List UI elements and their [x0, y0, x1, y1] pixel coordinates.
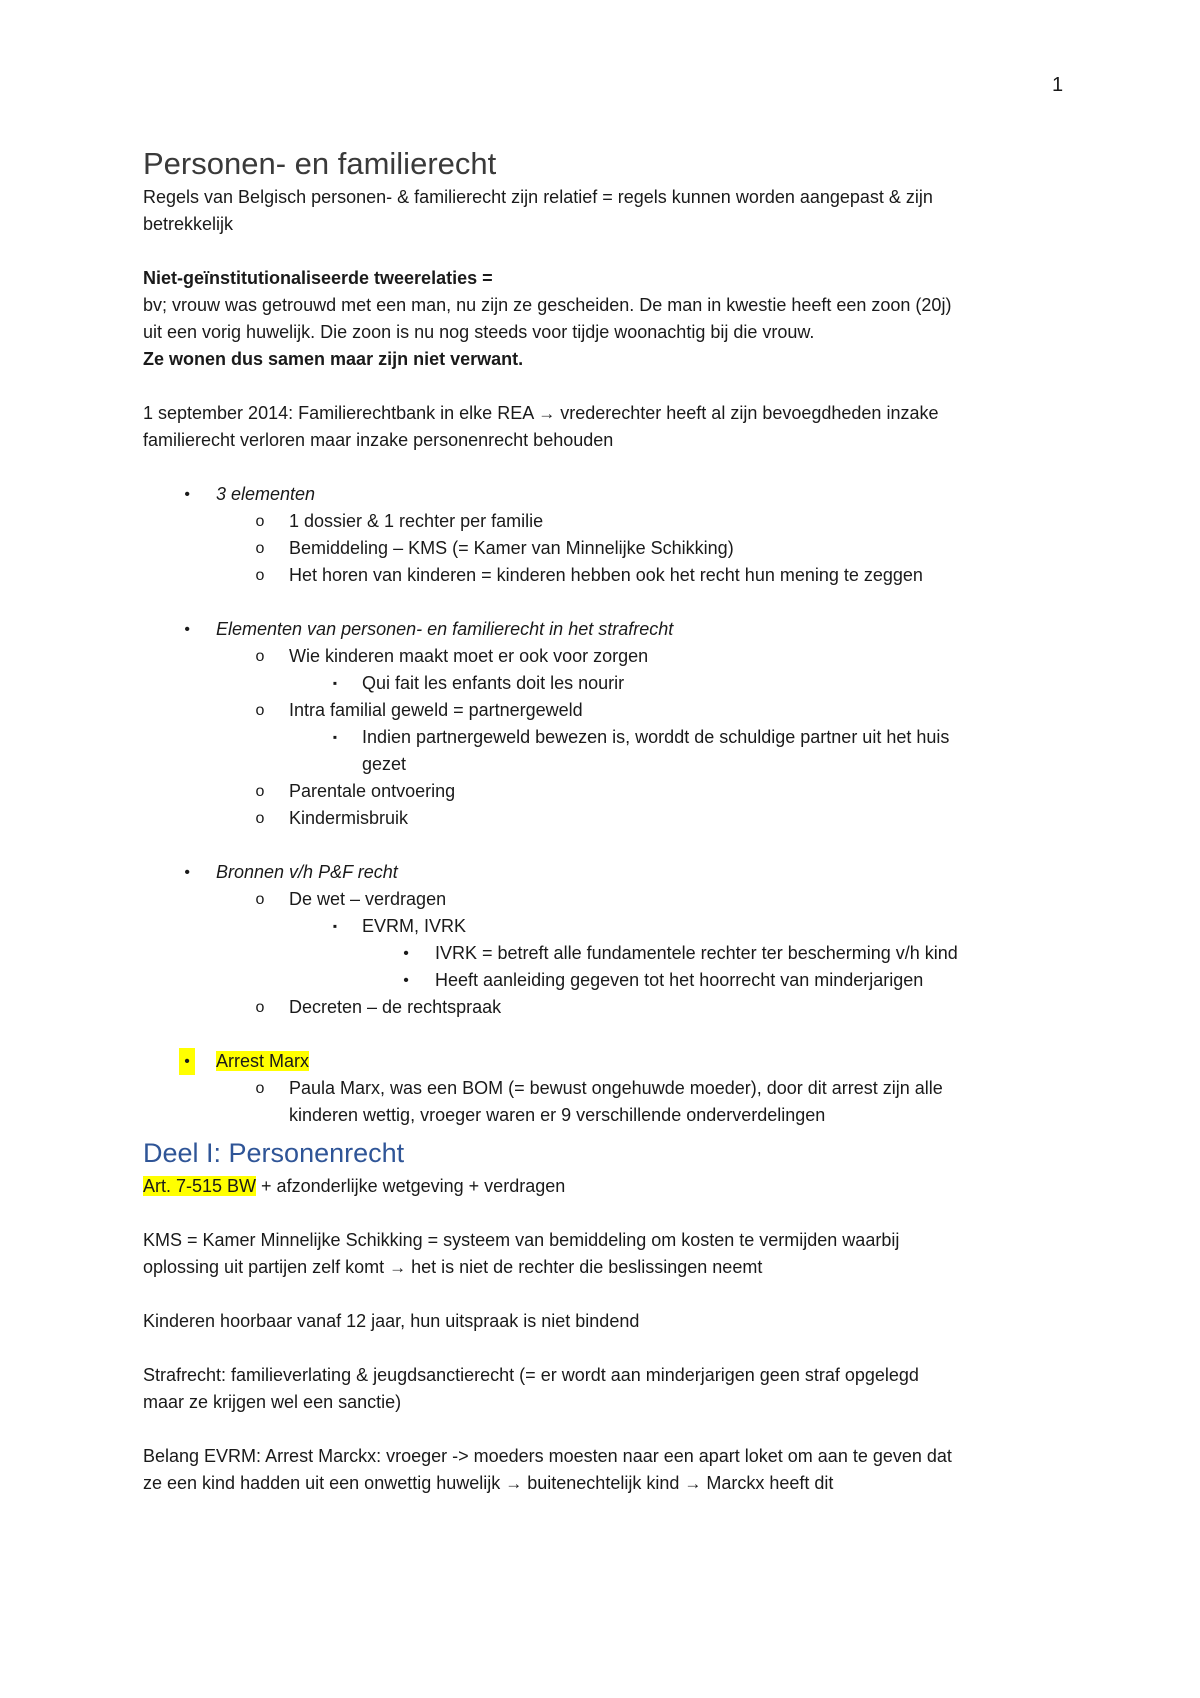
strafrecht-line: Strafrecht: familieverlating & jeugdsanctierecht (= er wordt aan minderjarigen geen straf opgelegd: [143, 1365, 919, 1385]
list-item-text: Paula Marx, was een BOM (= bewust ongehuwde moeder), door dit arrest zijn alle: [289, 1078, 943, 1098]
circle-bullet-icon: o: [255, 1080, 265, 1097]
belang-line-2: [143, 1470, 1063, 1497]
circle-bullet-icon: o: [255, 783, 265, 800]
september-line-2: familierecht verloren maar inzake personenrecht behouden: [143, 430, 614, 450]
list-subsubitem: [143, 967, 1063, 994]
list-subitem-text: Indien partnergeweld bewezen is, worddt de schuldige partner uit het huis: [362, 727, 950, 747]
kinderen-line: Kinderen hoorbaar vanaf 12 jaar, hun uitspraak is niet bindend: [143, 1311, 640, 1331]
square-bullet-icon: ▪: [332, 919, 338, 933]
list-subitem: [143, 670, 1063, 697]
list-item-text: Decreten – de rechtspraak: [289, 997, 502, 1017]
circle-bullet-icon: o: [255, 513, 265, 530]
section-3-elementen: [143, 481, 1063, 508]
list-item: [143, 1075, 1063, 1102]
kms-line-2: [143, 1254, 1063, 1281]
circle-bullet-icon: o: [255, 810, 265, 827]
circle-bullet-icon: o: [255, 567, 265, 584]
list-item: [143, 778, 1063, 805]
intro-line: Regels van Belgisch personen- & familierecht zijn relatief = regels kunnen worden aangepast & zijn: [143, 187, 933, 207]
list-item: [143, 805, 1063, 832]
square-bullet-icon: ▪: [332, 730, 338, 744]
list-item-continuation: kinderen wettig, vroeger waren er 9 verschillende onderverdelingen: [289, 1105, 826, 1125]
list-subsubitem-text: Heeft aanleiding gegeven tot het hoorrecht van minderjarigen: [435, 970, 924, 990]
september-line: [143, 400, 1063, 427]
kms-text-a: oplossing uit partijen zelf komt: [143, 1257, 390, 1277]
niet-text-line: uit een vorig huwelijk. Die zoon is nu nog steeds voor tijdje woonachtig bij die vrouw.: [143, 322, 815, 342]
belang-text-c: Marckx heeft dit: [701, 1473, 834, 1493]
document-body: [143, 146, 1063, 1497]
square-bullet-icon: ▪: [332, 676, 338, 690]
bullet-icon: •: [184, 621, 190, 638]
belang-line: Belang EVRM: Arrest Marckx: vroeger -> moeders moesten naar een apart loket om aan te geven dat: [143, 1446, 952, 1466]
belang-text-a: ze een kind hadden uit een onwettig huwelijk: [143, 1473, 506, 1493]
page-number: 1: [1052, 74, 1064, 96]
document-title: Personen- en familierecht: [143, 146, 497, 181]
bullet-icon: •: [403, 945, 409, 962]
kms-line: KMS = Kamer Minnelijke Schikking = systeem van bemiddeling om kosten te vermijden waarbij: [143, 1230, 900, 1250]
list-subitem: [143, 913, 1063, 940]
section-title-highlighted: Arrest Marx: [216, 1051, 310, 1071]
intro-line: betrekkelijk: [143, 214, 234, 234]
list-item-text: Kindermisbruik: [289, 808, 409, 828]
list-item: [143, 535, 1063, 562]
niet-heading: Niet-geïnstitutionaliseerde tweerelaties =: [143, 268, 493, 288]
arrow-icon: →: [538, 404, 556, 423]
niet-conclusion: Ze wonen dus samen maar zijn niet verwant.: [143, 349, 524, 369]
list-subitem-continuation: gezet: [362, 754, 407, 774]
list-item: [143, 508, 1063, 535]
arrow-icon: →: [505, 1474, 523, 1493]
bullet-icon: •: [179, 1048, 195, 1075]
list-item-text: De wet – verdragen: [289, 889, 447, 909]
list-subsubitem-text: IVRK = betreft alle fundamentele rechter ter bescherming v/h kind: [435, 943, 958, 963]
list-item-text: Intra familial geweld = partnergeweld: [289, 700, 583, 720]
circle-bullet-icon: o: [255, 540, 265, 557]
section-bronnen: [143, 859, 1063, 886]
list-item: [143, 994, 1063, 1021]
circle-bullet-icon: o: [255, 648, 265, 665]
section-title: Bronnen v/h P&F recht: [216, 862, 398, 882]
deel-heading: Deel I: Personenrecht: [143, 1138, 405, 1168]
list-item-text: Bemiddeling – KMS (= Kamer van Minnelijke Schikking): [289, 538, 734, 558]
strafrecht-line-2: maar ze krijgen wel een sanctie): [143, 1392, 402, 1412]
list-item: [143, 886, 1063, 913]
list-item: [143, 643, 1063, 670]
september-text-b: vrederechter heeft al zijn bevoegdheden inzake: [555, 403, 939, 423]
belang-text-b: buitenechtelijk kind: [522, 1473, 685, 1493]
section-strafrecht: [143, 616, 1063, 643]
list-item-text: Parentale ontvoering: [289, 781, 456, 801]
niet-text-line: bv; vrouw was getrouwd met een man, nu zijn ze gescheiden. De man in kwestie heeft een zoon (20j): [143, 295, 952, 315]
bullet-icon: •: [403, 972, 409, 989]
circle-bullet-icon: o: [255, 891, 265, 908]
list-item-text: Het horen van kinderen = kinderen hebben ook het recht hun mening te zeggen: [289, 565, 923, 585]
bullet-icon: •: [184, 486, 190, 503]
list-item-text: 1 dossier & 1 rechter per familie: [289, 511, 544, 531]
kms-text-b: het is niet de rechter die beslissingen neemt: [406, 1257, 763, 1277]
art-rest: + afzonderlijke wetgeving + verdragen: [256, 1176, 566, 1196]
section-arrest-marx: [143, 1048, 1063, 1075]
arrow-icon: →: [684, 1474, 702, 1493]
list-subitem-text: EVRM, IVRK: [362, 916, 467, 936]
section-title: Elementen van personen- en familierecht in het strafrecht: [216, 619, 674, 639]
september-text-a: 1 september 2014: Familierechtbank in elke REA: [143, 403, 539, 423]
list-subitem: [143, 724, 1063, 751]
art-line: [143, 1173, 1063, 1200]
list-item: [143, 697, 1063, 724]
circle-bullet-icon: o: [255, 702, 265, 719]
arrow-icon: →: [389, 1258, 407, 1277]
list-item: [143, 562, 1063, 589]
bullet-icon: •: [184, 864, 190, 881]
list-subitem-text: Qui fait les enfants doit les nourir: [362, 673, 625, 693]
art-highlight: Art. 7-515 BW: [143, 1176, 257, 1196]
list-item-text: Wie kinderen maakt moet er ook voor zorgen: [289, 646, 649, 666]
circle-bullet-icon: o: [255, 999, 265, 1016]
list-subsubitem: [143, 940, 1063, 967]
section-title: 3 elementen: [216, 484, 316, 504]
